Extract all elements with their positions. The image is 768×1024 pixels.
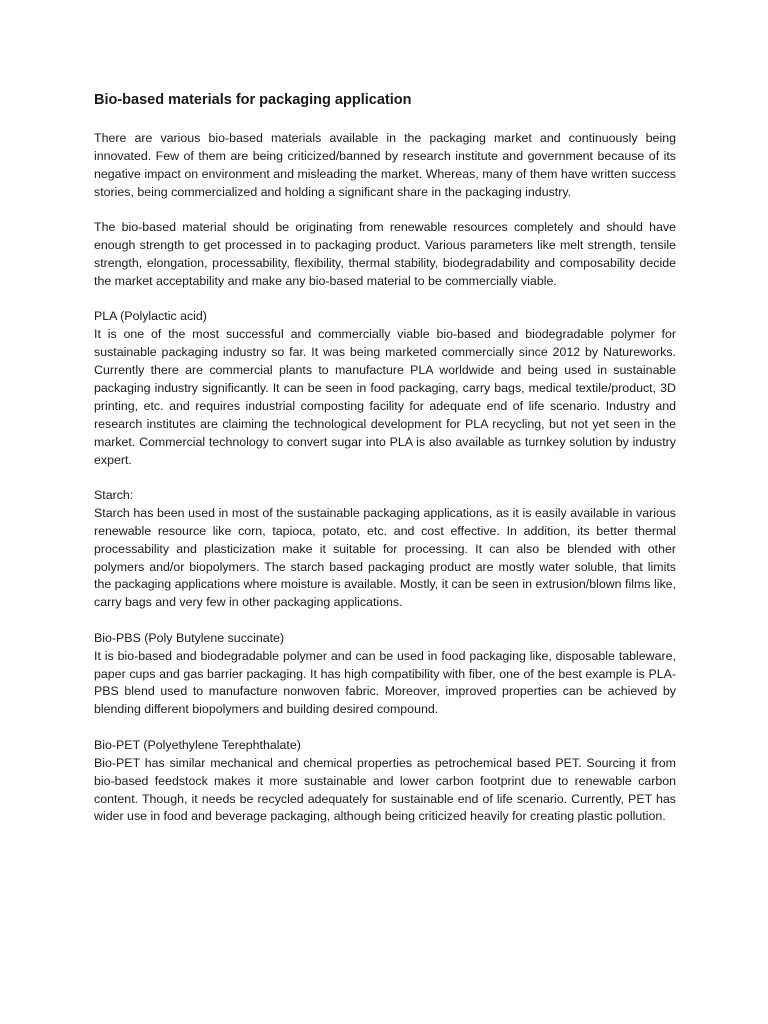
document-page xyxy=(94,90,676,844)
section-heading: PLA (Polylactic acid) xyxy=(94,309,207,324)
document-title: Bio-based materials for packaging application xyxy=(94,92,412,108)
section-bio-pbs xyxy=(94,630,676,720)
section-heading: Bio-PET (Polyethylene Terephthalate) xyxy=(94,737,301,752)
section-body: It is bio-based and biodegradable polymer and can be used in food packaging like, disposable tableware, paper cups and gas barrier packaging. It has high compatibility with fiber, one of the best example is PLA-PBS blend used to manufacture nonwoven fabric. Moreover, improved properties can be achieved by blending different biopolymers and building desired compound. xyxy=(94,648,676,717)
section-starch xyxy=(94,487,676,612)
intro-paragraph-2: The bio-based material should be originating from renewable resources completely and should have enough strength to get processed in to packaging product. Various parameters like melt strength, tensile strength, elongation, processability, flexibility, thermal stability, biodegradability and composability decide the market acceptability and make any bio-based material to be commercially viable. xyxy=(94,220,676,288)
section-body: Bio-PET has similar mechanical and chemical properties as petrochemical based PET. Sourcing it from bio-based feedstock makes it more sustainable and lower carbon footprint due to renewable carbon content. Though, it needs be recycled adequately for sustainable end of life scenario. Currently, PET has wider use in food and beverage packaging, although being criticized heavily for creating plastic pollution. xyxy=(94,755,676,824)
section-body: Starch has been used in most of the sustainable packaging applications, as it is easily available in various renewable resource like corn, tapioca, potato, etc. and cost effective. In addition, its better thermal processability and plasticization make it suitable for processing. It can also be blended with other polymers and/or biopolymers. The starch based packaging product are mostly water soluble, that limits the packaging applications where moisture is available. Mostly, it can be seen in extrusion/blown films like, carry bags and very few in other packaging applications. xyxy=(94,505,676,610)
section-heading: Bio-PBS (Poly Butylene succinate) xyxy=(94,630,285,645)
section-heading: Starch: xyxy=(94,487,134,502)
section-pla xyxy=(94,308,676,469)
intro-paragraph-1: There are various bio-based materials available in the packaging market and continuously being innovated. Few of them are being criticized/banned by research institute and government because of its negative impact on environment and misleading the market. Whereas, many of them have written success stories, being commercialized and holding a significant share in the packaging industry. xyxy=(94,131,676,199)
section-bio-pet xyxy=(94,737,676,827)
section-body: It is one of the most successful and commercially viable bio-based and biodegradable polymer for sustainable packaging industry so far. It was being marketed commercially since 2012 by Natureworks. Currently there are commercial plants to manufacture PLA worldwide and being used in sustainable packaging industry significantly. It can be seen in food packaging, carry bags, medical textile/product, 3D printing, etc. and requires industrial composting facility for adequate end of life scenario. Industry and research institutes are claiming the technological development for PLA recycling, but not yet seen in the market. Commercial technology to convert sugar into PLA is also available as turnkey solution by industry expert. xyxy=(94,327,676,467)
